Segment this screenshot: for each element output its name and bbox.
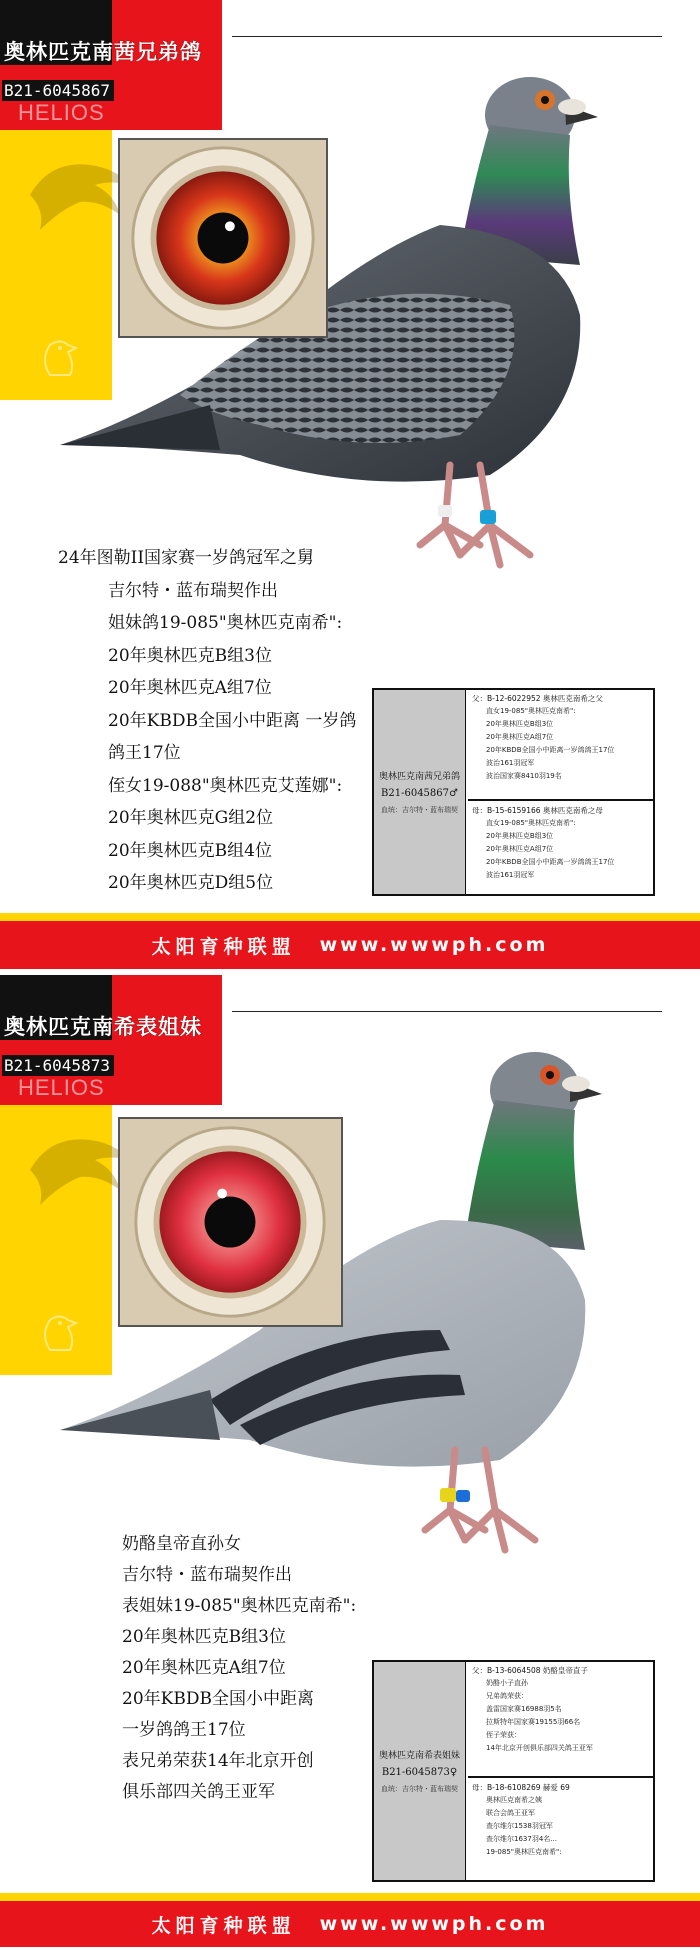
description-line: 奶酪皇帝直孙女: [122, 1534, 241, 1554]
pedigree-bloodline: 血统：吉尔特・蓝布瑞契: [381, 806, 458, 814]
sire-item: 20年KBDB全国小中距离一岁鸽鸽王17位: [486, 746, 615, 754]
watermark-text: HELIOS: [18, 100, 105, 125]
ring-number: B21-6045867: [2, 80, 114, 101]
sire-item: 波治国家赛8410羽19名: [486, 772, 562, 780]
sire-item: 兄弟鸽荣获：: [486, 1692, 528, 1700]
footer-url-link[interactable]: www.wwwph.com: [319, 934, 549, 956]
sire-item: 拉斯特年国家赛19155羽66名: [486, 1718, 581, 1726]
description-list: [58, 542, 356, 900]
footer-brand-name: 太阳育种联盟: [151, 935, 296, 958]
description-line: 24年图勒II国家赛一岁鸽冠军之舅: [58, 548, 315, 568]
dam-header: 母：B-15-6159166 奥林匹克南希之母: [472, 806, 603, 815]
pedigree-sire: [468, 690, 653, 801]
sire-item: 20年奥林匹克A组7位: [486, 733, 554, 741]
footer-url-link[interactable]: www.wwwph.com: [319, 1913, 549, 1935]
pedigree-ring: B21-6045867♂: [381, 788, 458, 799]
dam-item: 直女19-085"奥林匹克南希":: [486, 819, 576, 827]
title-divider: [232, 1011, 662, 1012]
description-line: 一岁鸽鸽王17位: [122, 1720, 246, 1740]
description-line: 姐妹鸽19-085"奥林匹克南希":: [108, 613, 343, 633]
description-line: 俱乐部四关鸽王亚军: [122, 1782, 275, 1802]
eye-photo: [118, 138, 328, 338]
description-line: 20年奥林匹克B组3位: [122, 1627, 286, 1647]
pedigree-dam: [468, 802, 653, 894]
description-line: 20年奥林匹克B组3位: [108, 645, 272, 666]
sire-item: 14年北京开创俱乐部四关鸽王亚军: [486, 1744, 593, 1752]
description-line: 20年KBDB全国小中距离: [122, 1689, 314, 1709]
dam-item: 20年奥林匹克B组3位: [486, 832, 554, 840]
description-line: 20年奥林匹克B组4位: [108, 840, 272, 861]
card-title: 奥林匹克南希表姐妹: [4, 1015, 202, 1039]
dam-item: 奥林匹克南希之姨: [486, 1796, 542, 1804]
dam-item: 20年KBDB全国小中距离一岁鸽鸽王17位: [486, 858, 615, 866]
description-line: 吉尔特・蓝布瑞契作出: [108, 580, 278, 601]
footer-banner: [0, 913, 700, 975]
footer-brand-name: 太阳育种联盟: [151, 1914, 296, 1937]
watermark-text: HELIOS: [18, 1075, 105, 1100]
pedigree-bloodline: 血统：吉尔特・蓝布瑞契: [381, 1785, 458, 1793]
ring-number: B21-6045873: [2, 1055, 114, 1076]
pedigree-name: 奥林匹克南茜兄弟鸽: [378, 772, 460, 782]
description-line: 鸽王17位: [108, 743, 181, 763]
pedigree-sire: [468, 1662, 653, 1778]
dam-item: 20年奥林匹克A组7位: [486, 845, 554, 853]
footer-banner: [0, 1893, 700, 1950]
pedigree-table: [372, 688, 655, 896]
pedigree-table: [372, 1660, 655, 1882]
sire-item: 盖雷国家赛16988羽5名: [486, 1705, 562, 1713]
title-divider: [232, 36, 662, 37]
sire-item: 20年奥林匹克B组3位: [486, 720, 554, 728]
description-line: 20年KBDB全国小中距离 一岁鸽: [108, 710, 357, 731]
pedigree-name: 奥林匹克南希表姐妹: [378, 1751, 460, 1761]
pedigree-subject: [374, 1662, 466, 1880]
description-line: 吉尔特・蓝布瑞契作出: [122, 1565, 292, 1585]
description-line: 侄女19-088"奥林匹克艾莲娜":: [108, 775, 343, 796]
sire-item: 直女19-085"奥林匹克南希":: [486, 707, 576, 715]
dam-item: 联合会鸽王亚军: [486, 1809, 535, 1817]
dam-item: 查尔维尔1637羽4名...: [486, 1835, 557, 1843]
sire-item: 波治161羽冠军: [486, 759, 535, 767]
description-line: 20年奥林匹克G组2位: [108, 808, 274, 828]
dam-item: 查尔维尔1538羽冠军: [486, 1822, 553, 1830]
description-line: 表姐妹19-085"奥林匹克南希":: [122, 1596, 357, 1616]
sire-header: 父：B-13-6064508 奶酪皇帝直子: [472, 1666, 588, 1675]
description-list: [122, 1529, 356, 1808]
sire-header: 父：B-12-6022952 奥林匹克南希之父: [472, 694, 603, 703]
card-title: 奥林匹克南茜兄弟鸽: [4, 40, 202, 64]
dam-item: 波治161羽冠军: [486, 871, 535, 879]
description-line: 20年奥林匹克A组7位: [108, 678, 272, 698]
pigeon-card-2: [0, 975, 700, 1950]
eye-photo: [118, 1117, 343, 1327]
sire-item: 奶酪小子直孙: [486, 1679, 528, 1687]
dam-header: 母：B-18-6108269 赫爱 69: [472, 1783, 570, 1792]
pedigree-ring: B21-6045873♀: [381, 1767, 458, 1778]
pedigree-dam: [468, 1779, 653, 1879]
description-line: 20年奥林匹克D组5位: [108, 873, 274, 893]
pedigree-subject: [374, 690, 466, 894]
description-line: 表兄弟荣获14年北京开创: [122, 1751, 314, 1771]
dam-item: 19-085"奥林匹克南希":: [486, 1848, 562, 1856]
sire-item: 侄子荣获：: [486, 1731, 521, 1739]
description-line: 20年奥林匹克A组7位: [122, 1658, 286, 1678]
